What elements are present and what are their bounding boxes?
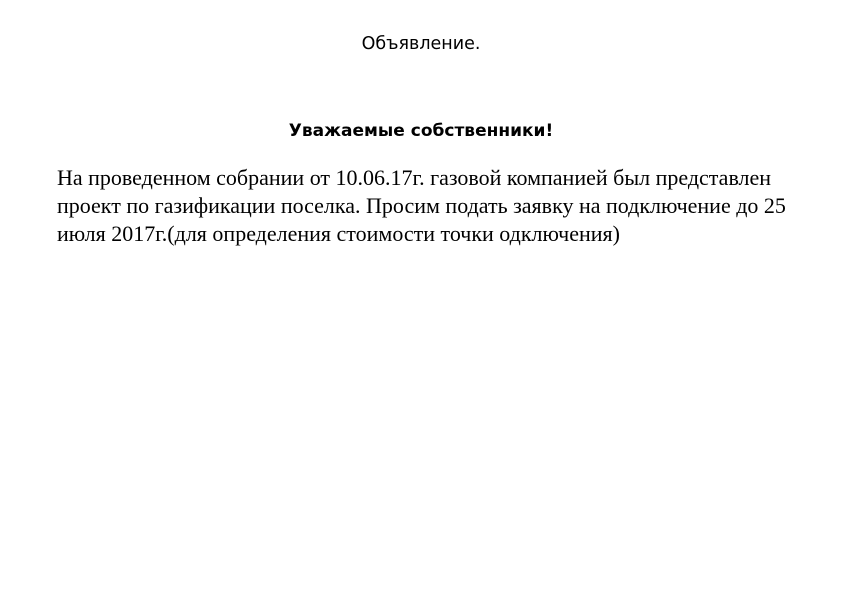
announcement-body: На проведенном собрании от 10.06.17г. газовой компанией был представлен проект по газификации поселка. Просим подать заявку на подключение до 25 июля 2017г.(для определения стоимости точки одключения) [57, 165, 786, 246]
greeting-heading: Уважаемые собственники! [288, 121, 554, 141]
announcement-title: Объявление. [361, 34, 481, 54]
